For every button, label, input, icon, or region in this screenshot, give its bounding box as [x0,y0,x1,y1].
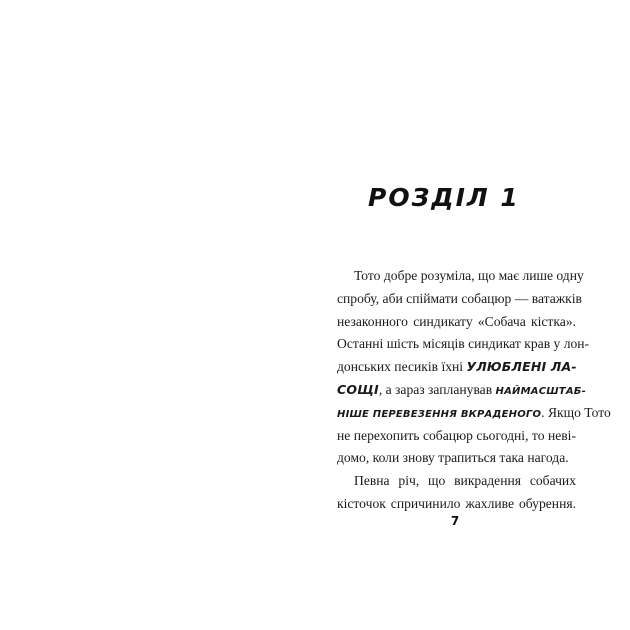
text-line [337,333,590,356]
highlighted-phrase: НАЙМАСШТАБ- [495,385,586,397]
body-text [337,265,611,516]
text-line [337,402,611,425]
text-span: Певна річ, що викрадення собачих [354,473,576,489]
chapter-title: РОЗДІЛ 1 [368,183,520,212]
text-line [337,356,576,379]
highlighted-phrase: НІШЕ ПЕРЕВЕЗЕННЯ ВКРАДЕНОГО [337,408,542,420]
text-span: не перехопить собацюр сьогодні, то неві- [337,427,576,443]
text-line [337,425,576,448]
text-span: Останні шість місяців синдикат крав у лон- [337,336,590,352]
text-span: спробу, аби спіймати собацюр — ватажків [337,290,582,306]
text-span: Тото добре розуміла, що має лише одну [354,268,584,283]
text-span: незаконного синдикату «Собача кістка». [337,313,576,329]
text-line [337,379,586,402]
text-span: . Якщо Тото [541,404,611,420]
text-line [337,493,576,516]
text-span: домо, коли знову трапиться така нагода. [337,450,569,466]
text-line [337,288,582,311]
text-line [337,265,584,288]
highlighted-phrase: СОЩІ [337,381,379,397]
text-span: кісточок спричинило жахливе обурення. [337,495,576,511]
text-line [337,311,576,334]
text-line [337,470,576,493]
page-number: 7 [450,514,460,528]
text-span: донських песиків їхні [337,359,467,375]
highlighted-phrase: УЛЮБЛЕНІ ЛА- [466,359,577,375]
text-span: , а зараз запланував [378,381,496,397]
text-line [337,447,576,470]
